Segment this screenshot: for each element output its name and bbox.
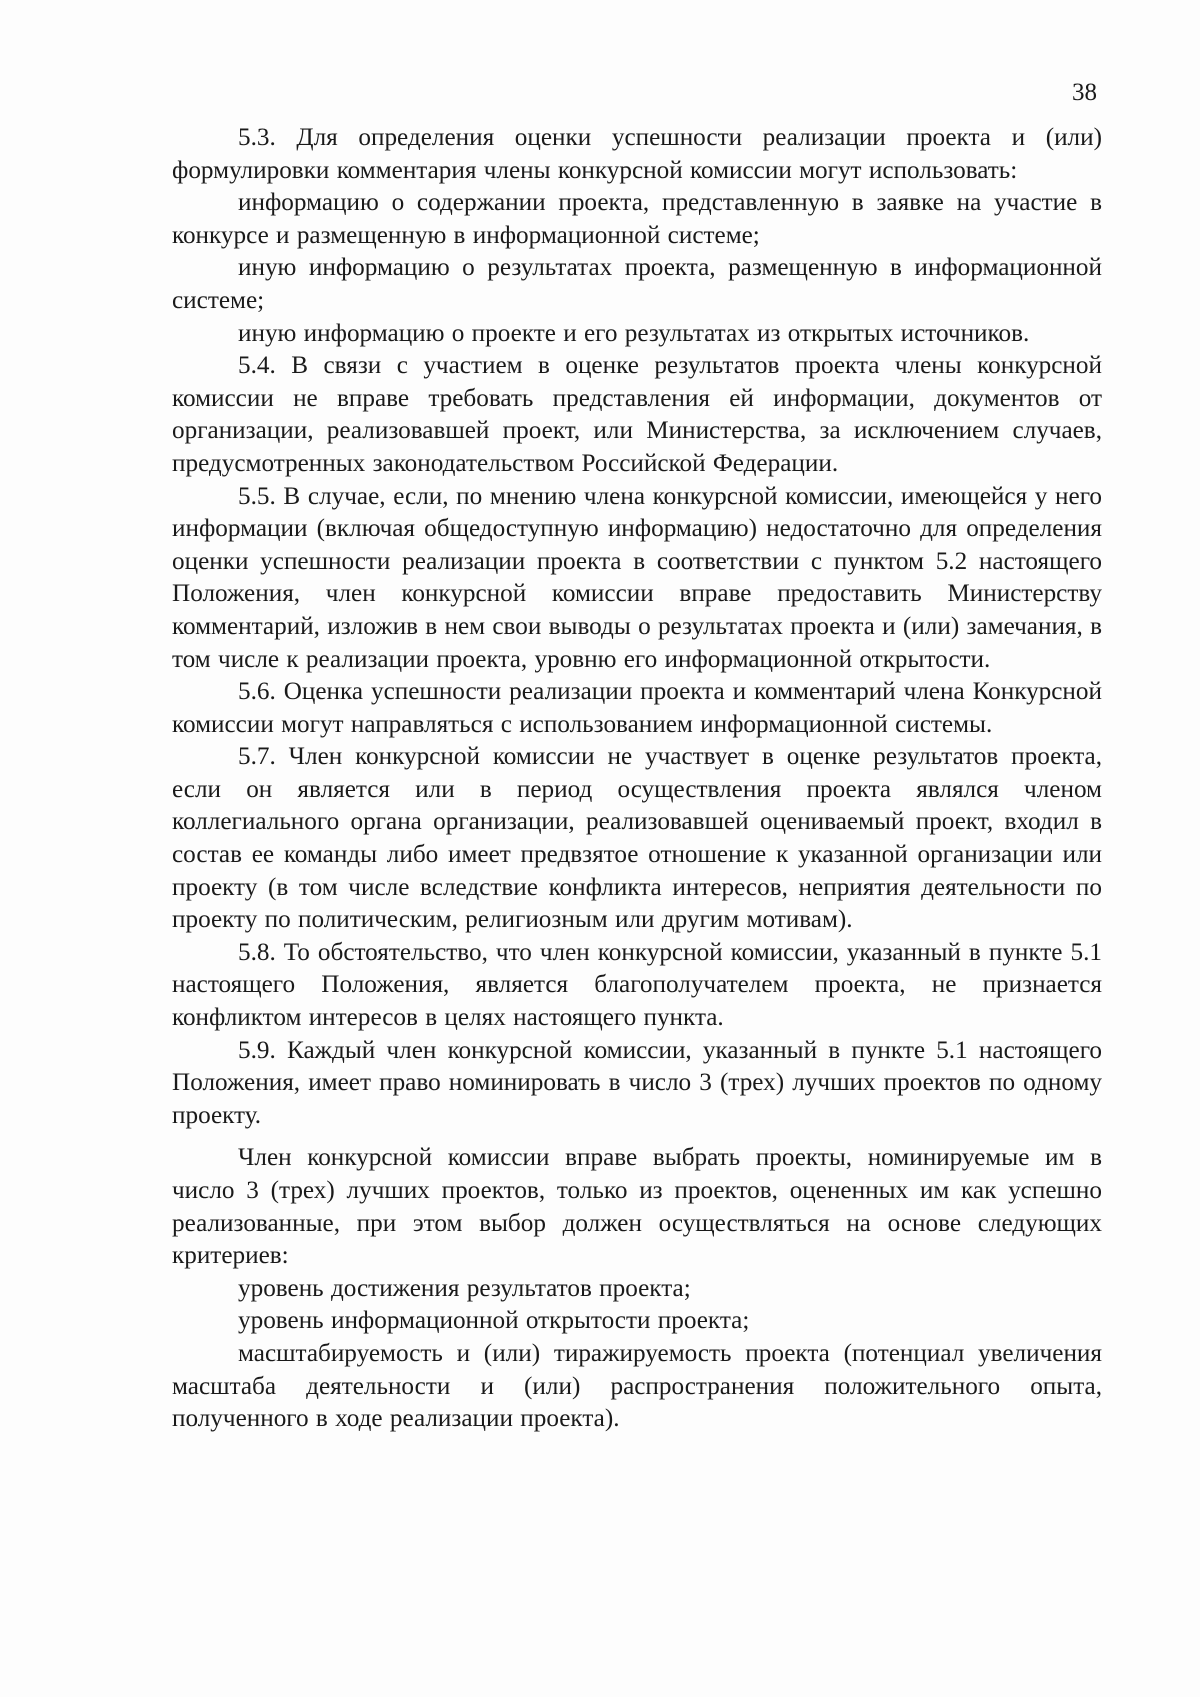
- criterion-results-level: уровень достижения результатов проекта;: [238, 1274, 691, 1302]
- paragraph-5-8: 5.8. То обстоятельство, что член конкурсной комиссии, указанный в пункте 5.1 настоящего Положения, является благополучателем проекта, не признается конфликтом интересов в целях настоящего пункта.: [172, 938, 1102, 1032]
- paragraph-5-7: 5.7. Член конкурсной комиссии не участвует в оценке результатов проекта, если он является или в период осуществления проекта являлся членом коллегиального органа организации, реализовавшей оцениваемый проект, входил в состав ее команды либо имеет предвзятое отношение к указанной организации или проекту (в том числе вследствие конфликта интересов, неприятия деятельности по проекту по политическим, религиозным или другим мотивам).: [172, 743, 1102, 934]
- criterion-scalability: масштабируемость и (или) тиражируемость проекта (потенциал увеличения масштаба деятельности и (или) распространения положительного опыта, полученного в ходе реализации проекта).: [172, 1339, 1102, 1433]
- paragraph-5-3: 5.3. Для определения оценки успешности реализации проекта и (или) формулировки комментария члены конкурсной комиссии могут использовать:: [172, 124, 1102, 184]
- paragraph-5-5: 5.5. В случае, если, по мнению члена конкурсной комиссии, имеющейся у него информации (включая общедоступную информацию) недостаточно для определения оценки успешности реализации проекта в соответствии с пунктом 5.2 настоящего Положения, член конкурсной комиссии вправе предоставить Министерству комментарий, изложив в нем свои выводы о результатах проекта и (или) замечания, в том числе к реализации проекта, уровню его информационной открытости.: [172, 482, 1103, 673]
- document-body: [172, 122, 1102, 1436]
- list-item-project-results-info: иную информацию о результатах проекта, размещенную в информационной системе;: [172, 254, 1102, 314]
- paragraph-5-6: 5.6. Оценка успешности реализации проекта и комментарий члена Конкурсной комиссии могут направляться с использованием информационной системы.: [172, 678, 1102, 738]
- criterion-openness-level: уровень информационной открытости проекта;: [238, 1307, 750, 1335]
- list-item-open-sources: иную информацию о проекте и его результатах из открытых источников.: [238, 319, 1030, 347]
- paragraph-5-9: 5.9. Каждый член конкурсной комиссии, указанный в пункте 5.1 настоящего Положения, имеет право номинировать в число 3 (трех) лучших проектов по одному проекту.: [172, 1036, 1102, 1129]
- page-number: 38: [1072, 79, 1097, 106]
- paragraph-5-4: 5.4. В связи с участием в оценке результатов проекта члены конкурсной комиссии не вправе требовать представления ей информации, документов от организации, реализовавшей проект, или Министерства, за исключением случаев, предусмотренных законодательством Российской Федерации.: [172, 352, 1102, 477]
- list-item-project-content: информацию о содержании проекта, представленную в заявке на участие в конкурсе и размещенную в информационной системе;: [172, 189, 1102, 249]
- paragraph-selection-criteria: Член конкурсной комиссии вправе выбрать проекты, номинируемые им в число 3 (трех) лучших проектов, только из проектов, оцененных им как успешно реализованные, при этом выбор должен осуществляться на основе следующих критериев:: [172, 1144, 1102, 1270]
